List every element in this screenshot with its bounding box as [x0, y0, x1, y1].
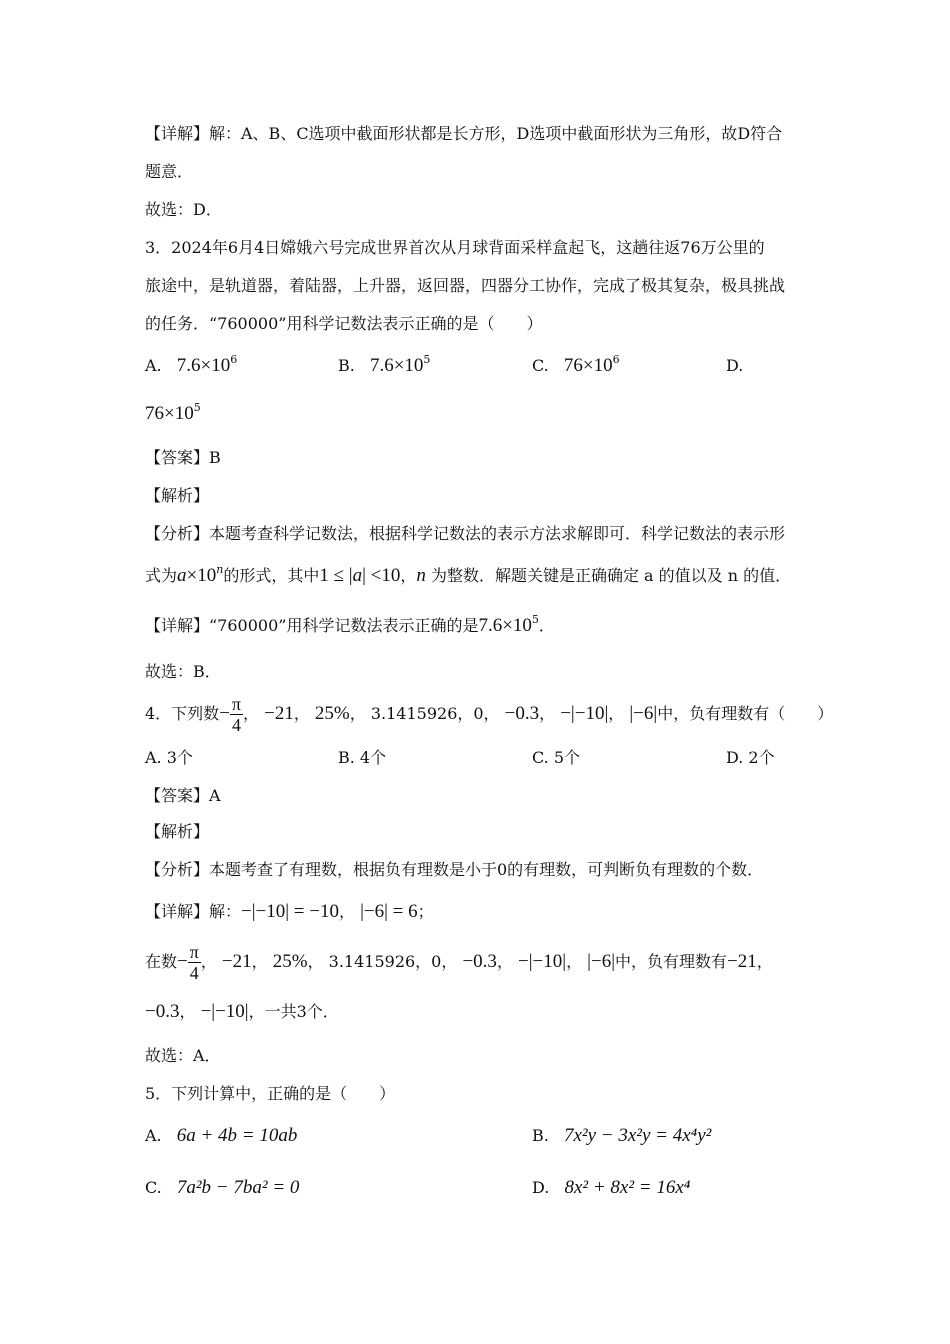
q5-option-d: D. 8x² + 8x² = 16x⁴	[532, 1177, 691, 1198]
q5-option-c: C. 7a²b − 7ba² = 0	[145, 1177, 300, 1198]
q3-stem-line2: 旅途中，是轨道器，着陆器，上升器，返回器，四器分工协作，完成了极其复杂，极具挑战	[145, 276, 786, 295]
q3-answer: 【答案】B	[145, 448, 221, 467]
q3-option-d: $76\times 10^5$	[145, 401, 201, 424]
q2-choose: 故选：D．	[145, 200, 222, 219]
q3-stem-line3: 的任务．“760000”用科学记数法表示正确的是（ ）	[145, 314, 543, 333]
q3-detail: 【详解】“760000”用科学记数法表示正确的是$7.6\times 10^5$．	[145, 613, 555, 636]
q4-analysis: 【分析】本题考查了有理数，根据负有理数是小于0的有理数，可判断负有理数的个数．	[145, 860, 764, 879]
q4-option-b: B. 4个	[338, 748, 387, 767]
q3-analysis-line1: 【分析】本题考查科学记数法，根据科学记数法的表示方法求解即可．科学记数法的表示形	[145, 524, 786, 543]
q3-analysis-line2: 式为$a\times 10^n$的形式，其中1 ≤ |a| <10，n 为整数．解题关键是正确确定 a 的值以及 n 的值．	[145, 563, 792, 586]
q4-detail-line2: 在数− $\frac{\pi}{4}$ ， −21， 25%， 3.1415926，0， −0.3， −|−10|， |−6|中，负有理数有−21，	[145, 942, 773, 983]
q4-option-c: C. 5个	[532, 748, 581, 767]
q5-stem: 5．下列计算中，正确的是（ ）	[145, 1084, 396, 1103]
q4-choose: 故选：A．	[145, 1046, 221, 1065]
q4-detail-line1: 【详解】解：−|−10| = −10， |−6| = 6；	[145, 901, 434, 922]
q4-option-a: A. 3个	[145, 748, 193, 767]
q4-stem: 4．下列数− $\frac{\pi}{4}$ ， −21， 25%， 3.1415926，0， −0.3， −|−10|， |−6|中，负有理数有（ ）	[145, 694, 834, 735]
q3-option-d-label: D.	[726, 356, 744, 375]
q4-answer: 【答案】A	[145, 786, 221, 805]
pi-over-4-fraction-detail: $\frac{\pi}{4}$	[189, 942, 199, 983]
q2-detail-line1: 【详解】解：A、B、C选项中截面形状都是长方形，D选项中截面形状为三角形，故D符合	[145, 124, 783, 143]
q3-option-b: B. $7.6\times 10^5$	[338, 353, 431, 376]
q4-option-d: D. 2个	[726, 748, 775, 767]
q4-analysis-title: 【解析】	[145, 822, 210, 841]
q3-stem-line1: 3．2024年6月4日嫦娥六号完成世界首次从月球背面采样盒起飞，这趟往返76万公里的	[145, 238, 765, 257]
q3-analysis-title: 【解析】	[145, 486, 210, 505]
q5-option-a: A. 6a + 4b = 10ab	[145, 1125, 298, 1146]
q3-choose: 故选：B．	[145, 662, 221, 681]
pi-over-4-fraction: $\frac{\pi}{4}$	[231, 694, 241, 735]
q5-option-b: B. 7x²y − 3x²y = 4x⁴y²	[532, 1125, 712, 1146]
q3-option-a: A. $7.6\times 10^6$	[145, 353, 238, 376]
q3-option-c: C. $76\times 10^6$	[532, 353, 620, 376]
q2-detail-line2: 题意．	[145, 162, 194, 181]
q4-detail-line3: −0.3， −|−10|，一共3个．	[145, 1001, 339, 1022]
